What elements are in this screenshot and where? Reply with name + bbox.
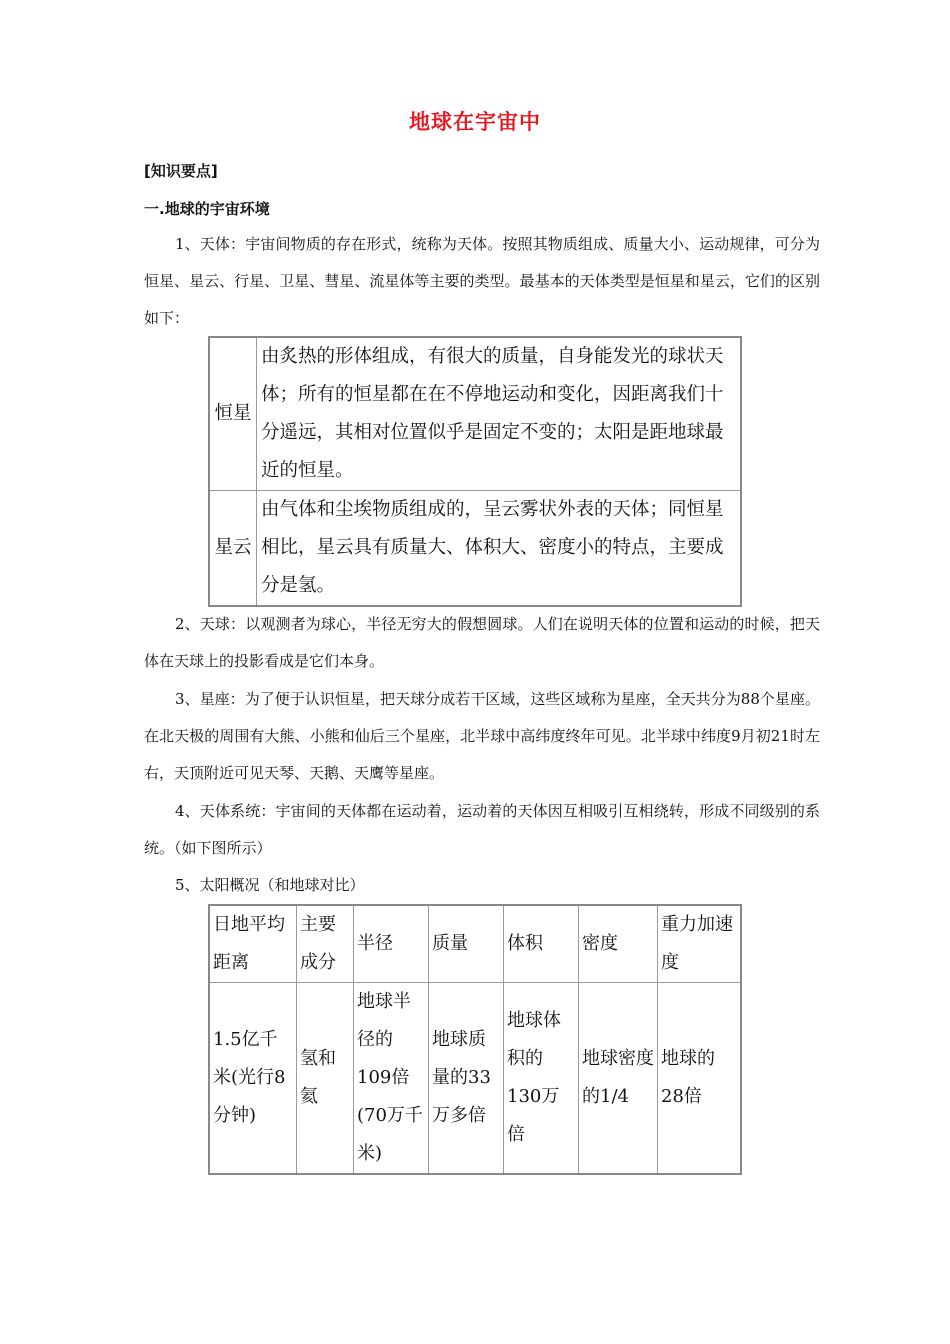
page-title: 地球在宇宙中 <box>409 110 541 134</box>
section-heading-cosmic-environment: 一.地球的宇宙环境 <box>144 200 270 218</box>
row-desc-star: 由炙热的形体组成，有很大的质量，自身能发光的球状天体；所有的恒星都在在不停地运动和变化，因距离我们十分遥远，其相对位置似乎是固定不变的；太阳是距地球最近的恒星。 <box>257 337 742 491</box>
header-cell: 半径 <box>354 905 429 983</box>
row-desc-nebula: 由气体和尘埃物质组成的，呈云雾状外表的天体；同恒星相比，星云具有质量大、体积大、密度小的特点，主要成分是氢。 <box>257 491 742 607</box>
sun-earth-comparison-table <box>208 904 742 1175</box>
paragraph-celestial-bodies: 1、天体：宇宙间物质的存在形式，统称为天体。按照其物质组成、质量大小、运动规律，可分为恒星、星云、行星、卫星、彗星、流星体等主要的类型。最基本的天体类型是恒星和星云，它们的区别如下： <box>144 235 820 327</box>
value-cell: 地球的28倍 <box>658 983 742 1175</box>
header-cell: 重力加速度 <box>658 905 742 983</box>
value-cell: 地球体积的130万倍 <box>504 983 579 1175</box>
row-label-nebula: 星云 <box>209 491 257 607</box>
value-cell: 氢和氦 <box>297 983 354 1175</box>
table-row <box>209 491 741 607</box>
header-cell: 质量 <box>429 905 504 983</box>
value-cell: 1.5亿千米(光行8分钟) <box>209 983 297 1175</box>
header-cell: 主要成分 <box>297 905 354 983</box>
paragraph-sun-overview: 5、太阳概况（和地球对比） <box>175 876 365 894</box>
row-label-star: 恒星 <box>209 337 257 491</box>
value-cell: 地球质量的33万多倍 <box>429 983 504 1175</box>
header-cell: 日地平均距离 <box>209 905 297 983</box>
header-cell: 密度 <box>579 905 658 983</box>
section-label: [知识要点] <box>144 162 218 180</box>
value-cell: 地球半径的109倍(70万千米) <box>354 983 429 1175</box>
table-row <box>209 983 741 1175</box>
paragraph-celestial-systems: 4、天体系统：宇宙间的天体都在运动着，运动着的天体因互相吸引互相绕转，形成不同级别的系统。（如下图所示） <box>144 802 820 857</box>
table-row <box>209 337 741 491</box>
table-header-row <box>209 905 741 983</box>
star-nebula-table <box>208 336 742 607</box>
paragraph-celestial-sphere: 2、天球：以观测者为球心，半径无穷大的假想圆球。人们在说明天体的位置和运动的时候，把天体在天球上的投影看成是它们本身。 <box>144 615 820 670</box>
paragraph-constellations: 3、星座：为了便于认识恒星，把天球分成若干区域，这些区域称为星座，全天共分为88个星座。在北天极的周围有大熊、小熊和仙后三个星座，北半球中高纬度终年可见。北半球中纬度9月初21时左右，天顶附近可见天琴、天鹅、天鹰等星座。 <box>144 690 820 782</box>
header-cell: 体积 <box>504 905 579 983</box>
value-cell: 地球密度的1/4 <box>579 983 658 1175</box>
